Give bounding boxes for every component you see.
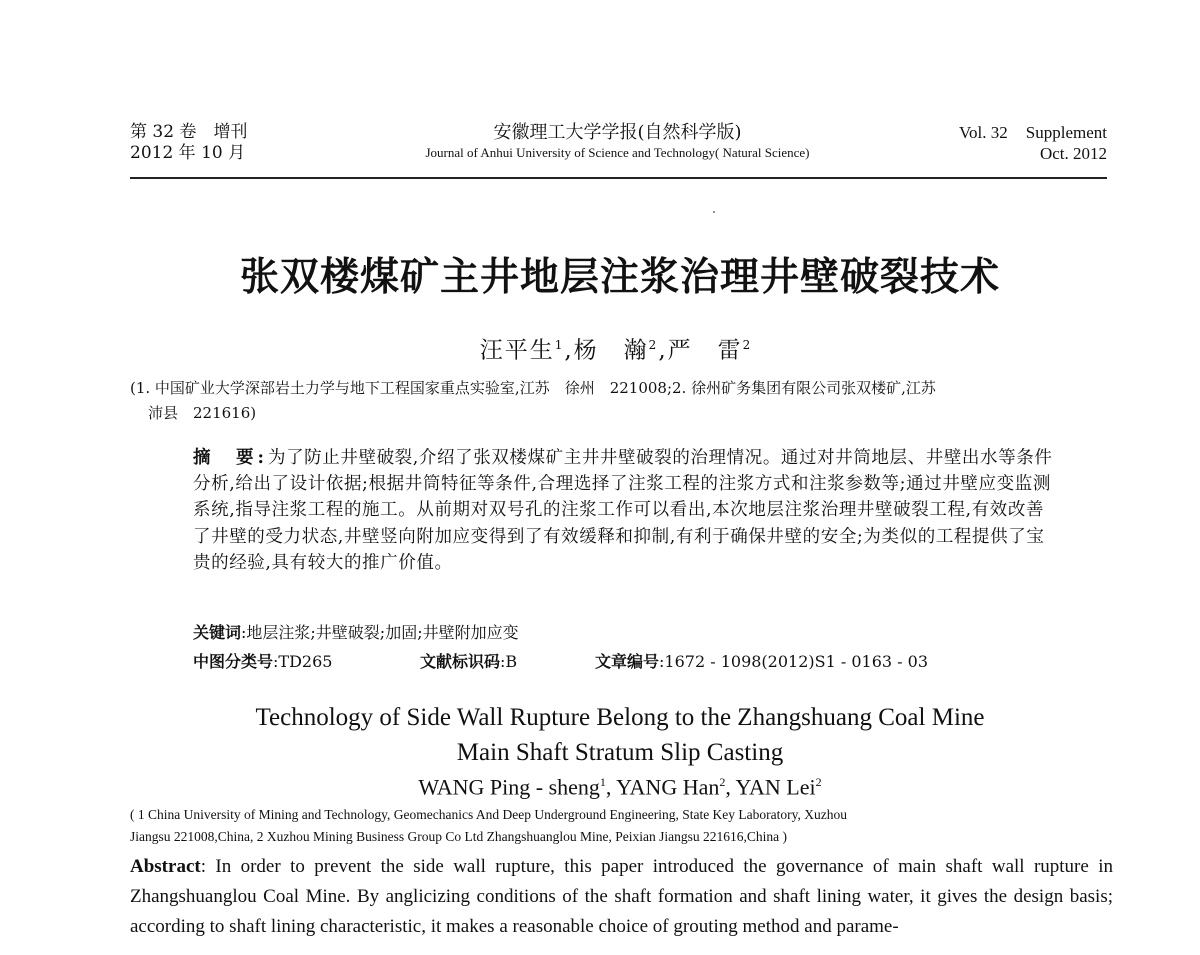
issue-info xyxy=(130,122,247,164)
journal-name xyxy=(345,122,890,162)
affiliation-en-line1: ( 1 China University of Mining and Technology, Geomechanics And Deep Underground Engineering, State Key Laboratory, Xuzhou xyxy=(130,807,848,822)
clc-value: :TD265 xyxy=(273,652,333,671)
supplement-label: Supplement xyxy=(1025,123,1107,142)
author-en: YANG Han xyxy=(616,774,720,800)
affiliation-cn xyxy=(130,376,1115,426)
journal-name-cn: 安徽理工大学学报(自然科学版) xyxy=(493,122,742,143)
author-cn: 杨 瀚 xyxy=(573,337,649,364)
doc-code-value: :B xyxy=(500,652,518,671)
journal-name-en: Journal of Anhui University of Science and Technology( Natural Science) xyxy=(425,145,810,160)
affiliation-cn-line1: (1. 中国矿业大学深部岩土力学与地下工程国家重点实验室,江苏 徐州 221008;2. 徐州矿务集团有限公司张双楼矿,江苏 xyxy=(130,379,936,397)
abstract-cn-label: 摘 要: xyxy=(193,448,268,468)
article-number xyxy=(595,649,928,675)
affiliation-en-line2: Jiangsu 221008,China, 2 Xuzhou Mining Business Group Co Ltd Zhangshuanglou Mine, Peixian Jiangsu 221616,China ) xyxy=(130,829,787,844)
author-affil-mark: 2 xyxy=(815,775,822,789)
affiliation-en xyxy=(130,804,1112,848)
author-affil-mark: 2 xyxy=(742,338,753,352)
keywords-cn-label: 关键词 xyxy=(193,623,242,642)
header-rule xyxy=(130,177,1107,179)
doc-code-label: 文献标识码 xyxy=(420,652,501,671)
title-en-line1: Technology of Side Wall Rupture Belong to the Zhangshuang Coal Mine xyxy=(255,704,985,731)
affiliation-cn-line2: 沛县 221616) xyxy=(148,404,257,422)
author-affil-mark: 1 xyxy=(599,775,606,789)
abstract-en-label: Abstract xyxy=(130,856,201,877)
keywords-cn xyxy=(193,621,519,645)
document-code xyxy=(420,649,517,675)
keywords-cn-text: :地层注浆;井壁破裂;加固;井壁附加应变 xyxy=(241,623,519,642)
paper-title-en xyxy=(0,700,1200,770)
abstract-cn-text: 为了防止井壁破裂,介绍了张双楼煤矿主井井壁破裂的治理情况。通过对井筒地层、井壁出水等条件分析,给出了设计依据;根据井筒特征等条件,合理选择了注浆工程的注浆方式和注浆参数等;通过井壁应变监测系统,指导注浆工程的施工。从前期对双号孔的注浆工作可以看出,本次地层注浆治理井壁破裂工程,有效改善了井壁的受力状态,井壁竖向附加应变得到了有效缓释和抑制,有利于确保井壁的安全;为类似的工程提供了宝贵的经验,具有较大的推广价值。 xyxy=(193,448,1053,573)
abstract-cn xyxy=(193,445,1053,576)
scan-speck xyxy=(713,211,715,213)
date-cn: 2012 年 10 月 xyxy=(130,143,246,163)
running-header xyxy=(130,122,1107,170)
title-en-line2: Main Shaft Stratum Slip Casting xyxy=(456,739,784,766)
article-number-value: :1672 - 1098(2012)S1 - 0163 - 03 xyxy=(659,652,928,671)
clc-number xyxy=(193,649,332,675)
author-cn: 汪平生 xyxy=(479,337,555,364)
article-number-label: 文章编号 xyxy=(595,652,660,671)
author-en: YAN Lei xyxy=(735,774,816,800)
authors-en: WANG Ping - sheng$^1$, YANG Han$^2$, YAN Lei$^2$ xyxy=(418,774,822,800)
author-en: WANG Ping - sheng xyxy=(418,774,600,800)
clc-label: 中图分类号 xyxy=(193,652,274,671)
abstract-en xyxy=(130,852,1113,942)
issue-info-en xyxy=(959,122,1107,164)
date-en: Oct. 2012 xyxy=(1039,144,1107,163)
author-affil-mark: 2 xyxy=(648,338,659,352)
authors-cn: 汪平生$^1$,杨 瀚$^2$,严 雷$^2$ xyxy=(479,337,753,364)
author-affil-mark: 2 xyxy=(719,775,726,789)
abstract-en-text: : In order to prevent the side wall rupture, this paper introduced the governance of main shaft wall rupture in Zhangshuanglou Coal Mine. By anglicizing conditions of the shaft formation and shaft lining water, it gives the design basis; according to shaft lining characteristic, it makes a reasonable choice of grouting method and parame- xyxy=(130,856,1113,937)
volume-en: Vol. 32 xyxy=(958,123,1008,142)
volume-cn: 第 32 卷 增刊 xyxy=(130,122,248,142)
author-affil-mark: 1 xyxy=(554,338,565,352)
paper-title-cn: 张双楼煤矿主井地层注浆治理井壁破裂技术 xyxy=(239,254,1000,300)
author-cn: 严 雷 xyxy=(667,337,743,364)
